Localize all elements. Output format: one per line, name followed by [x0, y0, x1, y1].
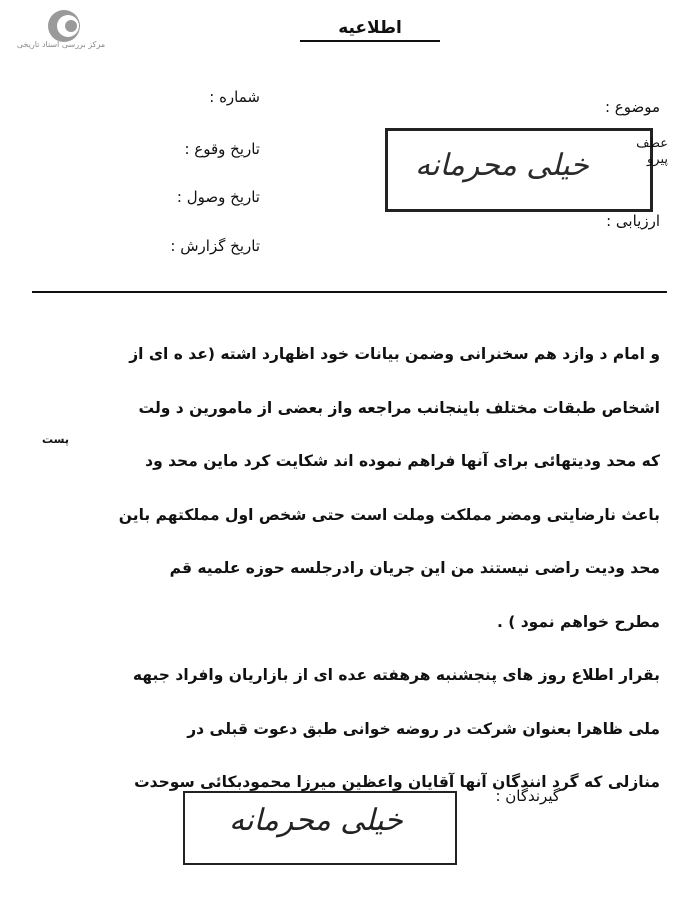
stamp-side-labels: [636, 136, 668, 168]
report-body: [35, 345, 660, 827]
field-date-report: تاریخ گزارش :: [170, 237, 260, 255]
confidential-stamp-text: خیلی محرمانه: [415, 148, 589, 183]
header-divider: [32, 291, 667, 293]
field-subject: موضوع :: [604, 98, 660, 116]
body-line: که محد ودیتهائی برای آنها فراهم نموده اند شکایت کرد ماین محد ود: [145, 452, 660, 470]
logo-caption: مرکز بررسی اسناد تاریخی: [16, 40, 106, 49]
field-date-occurrence: تاریخ وقوع :: [184, 140, 260, 158]
body-line: ملی ظاهرا بعنوان شرکت در روضه خوانی طبق دعوت قبلی در: [187, 719, 660, 738]
stamp-side-label-followup: پیرو: [647, 152, 668, 167]
body-line: منازلی که گرد انندگان آنها آقایان واعظین میرزا محمودبکائی سوحدت: [134, 773, 660, 791]
body-line: بقرار اطلاع روز های پنجشنبه هرهفته عده ای از بازاریان وافراد جبهه: [132, 666, 660, 684]
body-line: و امام د وازد هم سخنرانی وضمن بیانات خود اظهارد اشته (عد ه ای از: [129, 345, 660, 363]
field-date-received: تاریخ وصول :: [176, 188, 260, 206]
field-evaluation: ارزیابی :: [606, 212, 660, 230]
page-title: اطلاعیه: [300, 18, 440, 42]
margin-note: پست: [42, 433, 69, 446]
body-line: باعث نارضایتی ومضر مملکت وملت است حتی شخص اول مملکتهم باین: [118, 505, 660, 524]
recipients-label: گیرندگان :: [495, 787, 560, 805]
field-number: شماره :: [209, 88, 260, 106]
body-line: اشخاص طبقات مختلف باینجانب مراجعه واز بعضی از مامورین د ولت: [138, 398, 660, 417]
footer-confidential-stamp-text: خیلی محرمانه: [229, 803, 403, 838]
body-line: مطرح خواهم نمود ) .: [496, 612, 660, 631]
stamp-side-label-reference: عطف: [636, 136, 668, 151]
body-line: محد ودیت راضی نیستند من این جریان رادرجلسه حوزه علمیه قم: [169, 559, 660, 577]
